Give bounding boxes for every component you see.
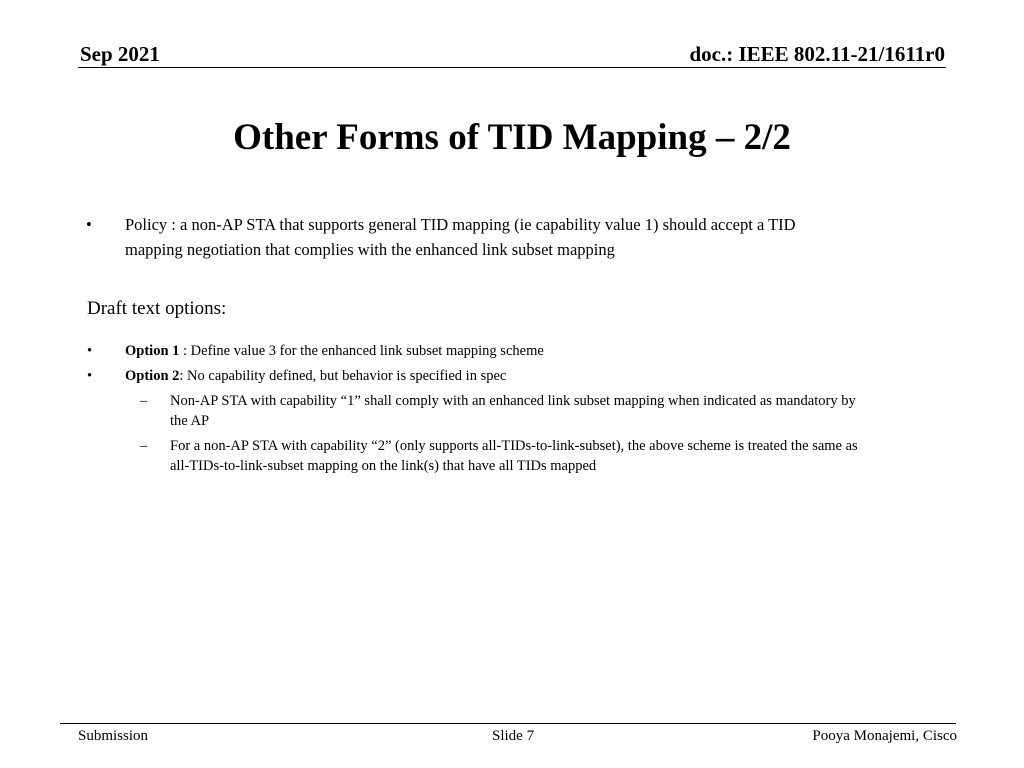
dash-icon: – xyxy=(140,393,148,409)
subitem-2-line-1: For a non-AP STA with capability “2” (only supports all-TIDs-to-link-subset), the above scheme is treated the same as xyxy=(170,438,858,454)
footer-author: Pooya Monajemi, Cisco xyxy=(812,728,957,744)
slide-title: Other Forms of TID Mapping – 2/2 xyxy=(233,117,791,158)
bullet-icon: • xyxy=(87,343,93,359)
option-2 xyxy=(125,368,506,385)
option-label: Option 1 xyxy=(125,343,180,359)
bullet-icon: • xyxy=(87,368,93,384)
subitem-1-line-2: the AP xyxy=(170,413,210,429)
footer-submission: Submission xyxy=(78,728,149,744)
footer-slide-number: Slide 7 xyxy=(492,728,535,744)
header-date: Sep 2021 xyxy=(80,42,160,66)
draft-heading: Draft text options: xyxy=(87,298,227,319)
option-1 xyxy=(125,343,544,360)
policy-line-1: Policy : a non-AP STA that supports general TID mapping (ie capability value 1) should accept a TID xyxy=(125,215,796,234)
option-label: Option 2 xyxy=(125,368,180,384)
dash-icon: – xyxy=(140,438,148,454)
subitem-1-line-1: Non-AP STA with capability “1” shall comply with an enhanced link subset mapping when indicated as mandatory by xyxy=(170,393,856,409)
policy-line-2: mapping negotiation that complies with the enhanced link subset mapping xyxy=(125,240,615,259)
option-text: : Define value 3 for the enhanced link subset mapping scheme xyxy=(179,343,544,359)
footer-divider xyxy=(60,723,956,724)
header-doc-id: doc.: IEEE 802.11-21/1611r0 xyxy=(689,42,945,66)
bullet-icon: • xyxy=(86,215,92,234)
option-text: : No capability defined, but behavior is specified in spec xyxy=(179,368,507,384)
subitem-2-line-2: all-TIDs-to-link-subset mapping on the link(s) that have all TIDs mapped xyxy=(170,458,597,474)
header-divider xyxy=(78,67,946,68)
